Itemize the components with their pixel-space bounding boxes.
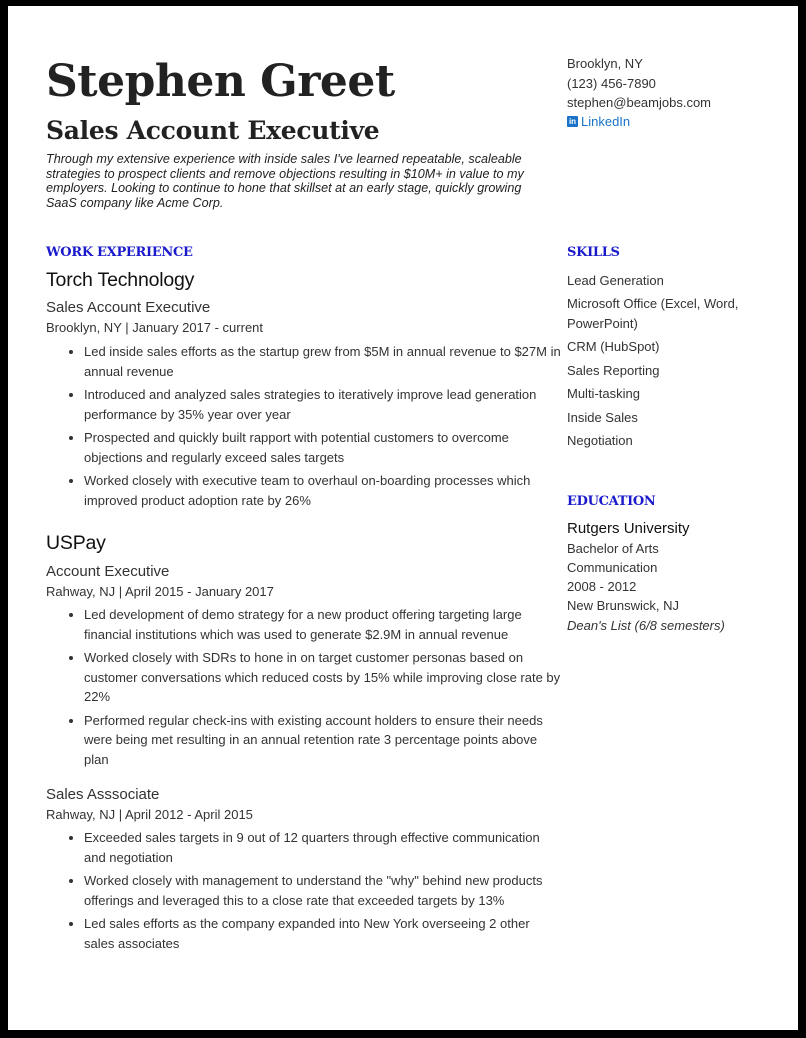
job-bullet: • Led development of demo strategy for a new product offering targeting large financial institutions which was used to generate $2.9M in annual revenue: [84, 605, 562, 644]
job-bullet: • Performed regular check-ins with existing account holders to ensure their needs were being met resulting in an annual retention rate 3 percentage points above plan: [84, 711, 562, 770]
job-meta: Rahway, NJ | April 2012 - April 2015: [46, 807, 253, 822]
job-role: Sales Asssociate: [46, 786, 160, 803]
job-bullet: • Worked closely with management to understand the "why" behind new products offerings and leveraged this to a close rate that exceeded targets by 13%: [84, 871, 562, 910]
education-school: Rutgers University: [567, 520, 690, 537]
job-bullets: [66, 342, 562, 514]
job-bullets: [66, 605, 562, 773]
education-years: 2008 - 2012: [567, 579, 637, 594]
resume-page: [8, 6, 798, 1030]
education-degree: Bachelor of Arts: [567, 541, 659, 556]
linkedin-link[interactable]: [567, 114, 630, 129]
contact-email[interactable]: stephen@beamjobs.com: [567, 95, 711, 110]
education-major: Communication: [567, 560, 658, 575]
contact-phone: (123) 456-7890: [567, 76, 656, 91]
job-role: Sales Account Executive: [46, 299, 211, 316]
candidate-name: Stephen Greet: [46, 56, 395, 107]
work-experience-heading: WORK EXPERIENCE: [46, 245, 193, 260]
skill-item: Microsoft Office (Excel, Word, PowerPoint): [567, 296, 739, 331]
job-bullet: • Led sales efforts as the company expanded into New York overseeing 2 other sales associates: [84, 914, 562, 953]
summary-text: Through my extensive experience with inside sales I've learned repeatable, scaleable strategies to prospect clients and remove objections resulting in $10M+ in value to my employers. Looking to continue to hone that skillset at an early stage, quickly growing SaaS company like Acme Corp.: [46, 152, 524, 210]
education-location: New Brunswick, NJ: [567, 598, 679, 613]
candidate-title: Sales Account Executive: [46, 116, 380, 145]
job-bullet: • Worked closely with SDRs to hone in on target customer personas based on customer conversations which reduced costs by 15% while improving close rate by 22%: [84, 648, 562, 707]
job-bullet: • Introduced and analyzed sales strategies to iteratively improve lead generation performance by 35% year over year: [84, 385, 562, 424]
company-name: Torch Technology: [46, 269, 195, 291]
skill-item: Lead Generation: [567, 273, 664, 288]
linkedin-icon: in: [568, 117, 577, 126]
contact-location: Brooklyn, NY: [567, 56, 643, 71]
job-meta: Rahway, NJ | April 2015 - January 2017: [46, 584, 274, 599]
education-heading: EDUCATION: [567, 494, 656, 509]
job-role: Account Executive: [46, 563, 170, 580]
job-bullet: • Led inside sales efforts as the startup grew from $5M in annual revenue to $27M in annual revenue: [84, 342, 562, 381]
job-bullet: • Worked closely with executive team to overhaul on-boarding processes which improved product adoption rate by 26%: [84, 471, 562, 510]
job-bullet: • Exceeded sales targets in 9 out of 12 quarters through effective communication and negotiation: [84, 828, 562, 867]
linkedin-label: LinkedIn: [581, 114, 631, 129]
skill-item: Sales Reporting: [567, 363, 660, 378]
skill-item: Negotiation: [567, 433, 633, 448]
job-bullets: [66, 828, 562, 957]
skill-item: Multi-tasking: [567, 386, 640, 401]
skill-item: Inside Sales: [567, 410, 638, 425]
education-honors: Dean's List (6/8 semesters): [567, 618, 725, 633]
skills-heading: SKILLS: [567, 245, 620, 260]
skill-item: CRM (HubSpot): [567, 339, 660, 354]
job-meta: Brooklyn, NY | January 2017 - current: [46, 320, 264, 335]
company-name: USPay: [46, 532, 106, 554]
job-bullet: • Prospected and quickly built rapport with potential customers to overcome objections and regularly exceed sales targets: [84, 428, 562, 467]
